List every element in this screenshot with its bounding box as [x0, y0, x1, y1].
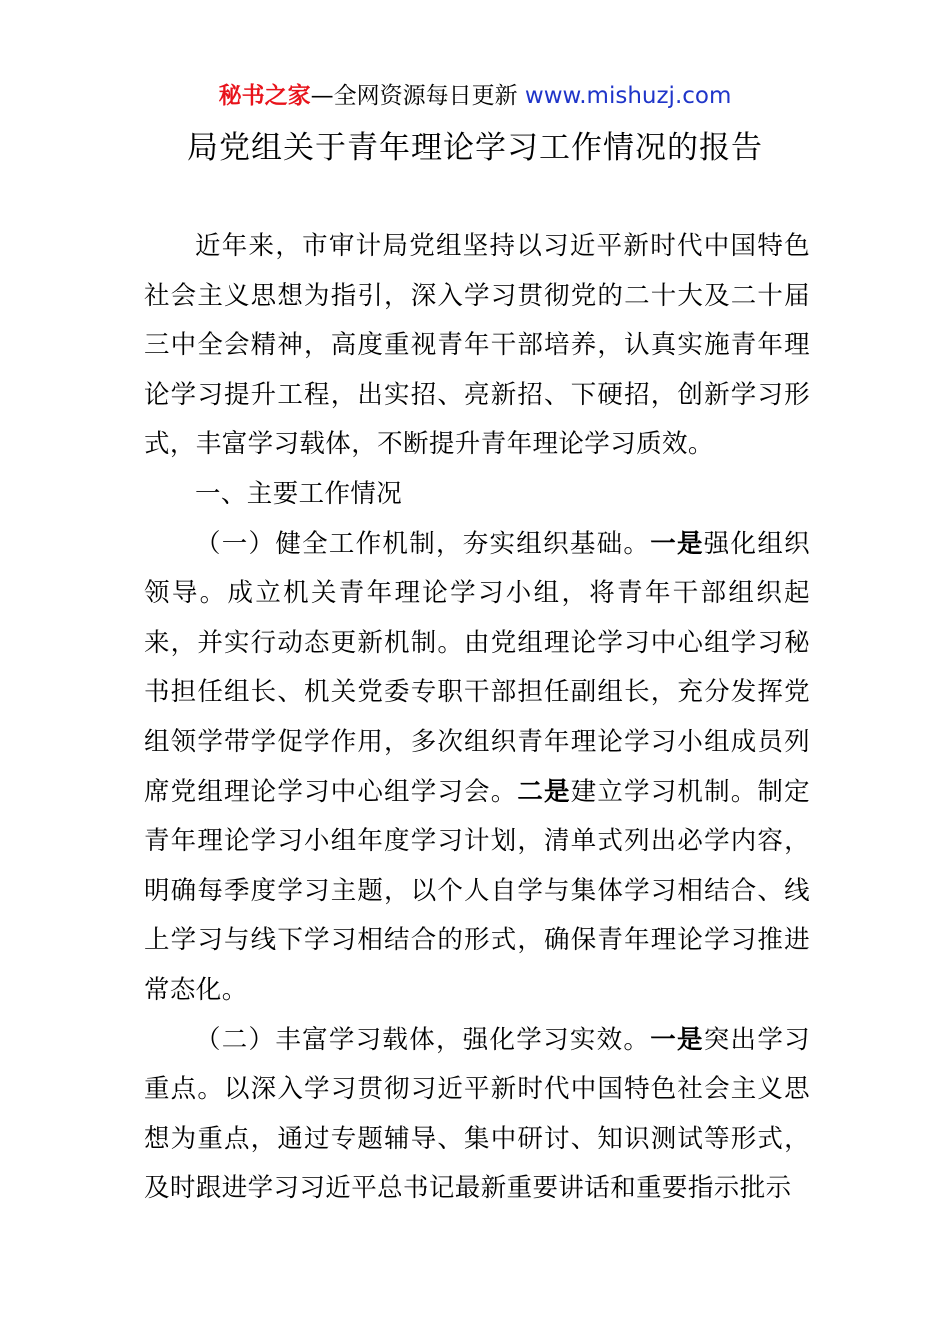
point-marker: 二是 [517, 776, 571, 807]
intro-paragraph: 近年来，市审计局党组坚持以习近平新时代中国特色社会主义思想为指引，深入学习贯彻党的二十大及二十届三中全会精神，高度重视青年干部培养，认真实施青年理论学习提升工程，出实招、亮新招、下硬招，创新学习形式，丰富学习载体，不断提升青年理论学习质效。 [144, 231, 810, 460]
site-brand: 秘书之家 [218, 83, 311, 109]
subsection-paragraph-2 [144, 1016, 810, 1214]
site-tagline: —全网资源每日更新 [310, 83, 525, 109]
document-body [144, 222, 810, 1214]
subsection-lead: （二）丰富学习载体，强化学习实效。 [195, 1024, 651, 1055]
subsection-lead: （一）健全工作机制，夯实组织基础。 [195, 528, 651, 559]
subsection-paragraph-1 [144, 520, 810, 1016]
point-text: 建立学习机制。制定青年理论学习小组年度学习计划，清单式列出必学内容，明确每季度学习主题，以个人自学与集体学习相结合、线上学习与线下学习相结合的形式，确保青年理论学习推进常态化。 [144, 776, 810, 1005]
section-heading: 一、主要工作情况 [195, 478, 403, 509]
point-marker: 一是 [650, 1024, 704, 1055]
site-url-link[interactable]: www.mishuzj.com [524, 83, 732, 109]
point-text: 突出学习重点。以深入学习贯彻习近平新时代中国特色社会主义思想为重点，通过专题辅导、集中研讨、知识测试等形式，及时跟进学习习近平总书记最新重要讲话和重要指示批示 [144, 1024, 810, 1204]
site-header [0, 80, 950, 112]
point-text: 强化组织领导。成立机关青年理论学习小组，将青年干部组织起来，并实行动态更新机制。由党组理论学习中心组学习秘书担任组长、机关党委专职干部担任副组长，充分发挥党组领学带学促学作用，多次组织青年理论学习小组成员列席党组理论学习中心组学习会。 [144, 528, 810, 807]
point-marker: 一是 [650, 528, 704, 559]
document-title: 局党组关于青年理论学习工作情况的报告 [187, 130, 763, 166]
